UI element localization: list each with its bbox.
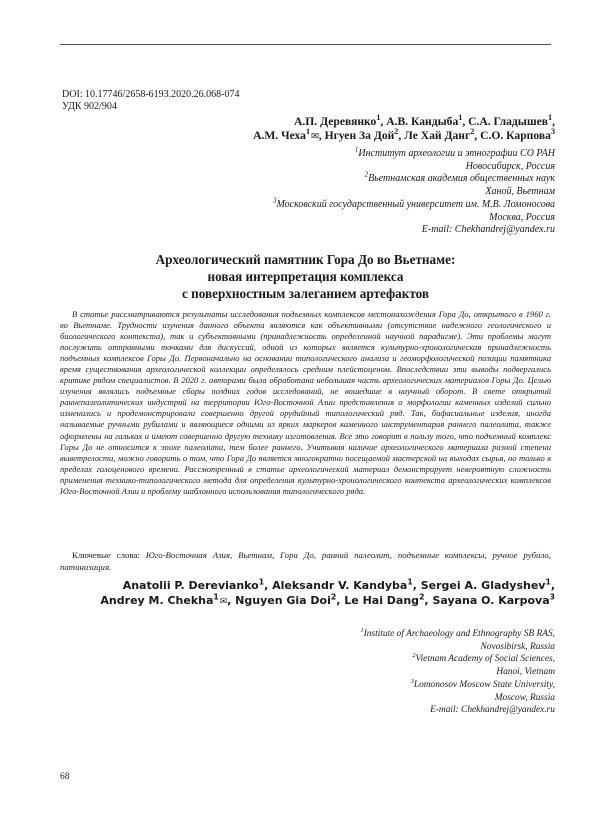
author-name: А.М. Чеха — [253, 129, 306, 142]
keywords-label: Ключевые слова: — [72, 550, 146, 560]
affiliation-text: Hanoi, Vietnam — [496, 667, 555, 678]
affiliations-en — [135, 628, 555, 717]
author-name: Anatolii P. Derevianko — [122, 579, 259, 592]
affiliation-line — [135, 704, 555, 717]
affiliation-text: E-mail: Chekhandrej@yandex.ru — [430, 705, 555, 716]
author-affiliation-mark: 1 — [548, 113, 553, 123]
author-separator: , — [552, 115, 555, 128]
affiliation-line — [135, 212, 555, 225]
author-name: Nguyen Gia Doi — [235, 594, 331, 607]
affiliation-line — [135, 161, 555, 174]
author-affiliation-mark: 2 — [419, 592, 425, 602]
author-affiliation-mark: 1 — [545, 577, 551, 587]
authors-en-line-2 — [95, 593, 555, 610]
title-line: Археологический памятник Гора До во Вьетнаме: — [155, 252, 456, 267]
author-name: А.В. Кандыба — [386, 115, 459, 128]
author-name: Sergei A. Gladyshev — [420, 579, 546, 592]
title-line: новая интерпретация комплекса — [207, 269, 404, 284]
affiliation-mark: 3 — [272, 196, 277, 205]
affiliation-mark: 1 — [360, 626, 364, 634]
affiliation-line — [135, 186, 555, 199]
authors-ru-line-2 — [115, 129, 555, 144]
udk: УДК 902/904 — [62, 101, 117, 112]
affiliation-line — [135, 653, 555, 666]
affiliation-line — [135, 224, 555, 237]
header-rule — [60, 44, 551, 45]
author-name: Sayana O. Karpova — [432, 594, 550, 607]
author-name: Aleksandr V. Kandyba — [272, 579, 408, 592]
title-line: с поверхностным залеганием артефактов — [181, 286, 430, 301]
affiliation-mark: 3 — [410, 677, 414, 685]
affiliations-ru — [135, 145, 555, 237]
affiliation-text: Московский государственный университет им. М.В. Ломоносова — [276, 198, 555, 210]
author-separator: , — [380, 115, 387, 128]
affiliation-line — [135, 692, 555, 705]
keywords — [60, 549, 551, 573]
author-affiliation-mark: 1 — [376, 113, 381, 123]
affiliation-line — [135, 666, 555, 679]
page-number: 68 — [60, 772, 70, 782]
envelope-icon: ✉ — [311, 132, 319, 142]
author-affiliation-mark: 2 — [330, 592, 337, 602]
affiliation-text: Вьетнамская академия общественных наук — [368, 173, 555, 185]
author-affiliation-mark: 3 — [550, 127, 555, 137]
authors-en-line-1 — [95, 578, 555, 593]
affiliation-text: E-mail: Chekhandrej@yandex.ru — [421, 224, 555, 236]
affiliation-text: Moscow, Russia — [494, 692, 555, 703]
author-affiliation-mark: 3 — [549, 592, 555, 602]
affiliation-text: Lomonosov Moscow State University, — [413, 679, 555, 690]
doi: DOI: 10.17746/2658-6193.2020.26.068-074 — [62, 89, 240, 100]
author-affiliation-mark: 1 — [407, 577, 413, 587]
affiliation-mark: 2 — [364, 171, 369, 180]
affiliation-text: Москва, Россия — [489, 211, 555, 223]
affiliation-text: Novosibirsk, Russia — [480, 641, 555, 652]
affiliation-text: Новосибирск, Россия — [465, 160, 555, 172]
author-affiliation-mark: 1 — [305, 127, 311, 137]
author-affiliation-mark: 1 — [458, 113, 463, 123]
affiliation-line — [135, 145, 555, 161]
author-separator: , — [462, 115, 469, 128]
affiliation-line — [135, 196, 555, 212]
affiliation-line — [135, 173, 555, 186]
authors-en — [95, 578, 555, 610]
envelope-icon: ✉ — [219, 597, 228, 607]
author-separator: , — [474, 129, 481, 142]
author-name: С.А. Гладышев — [468, 115, 549, 128]
affiliation-line — [135, 628, 555, 641]
authors-ru-line-1 — [115, 115, 555, 129]
author-name: С.О. Карпова — [480, 129, 551, 142]
author-separator: , — [412, 579, 421, 592]
author-name: Нгуен За Дой — [324, 129, 395, 142]
author-affiliation-mark: 1 — [213, 592, 219, 602]
author-affiliation-mark: 1 — [258, 577, 265, 587]
author-separator: , — [398, 129, 405, 142]
author-name: Andrey M. Chekha — [100, 594, 214, 607]
article-identifiers — [62, 89, 240, 113]
affiliation-mark: 2 — [412, 652, 416, 660]
keywords-text: Юго-Восточная Азия, Вьетнам, Гора До, ранний палеолит, подъемные комплексы, ручное рубило, патинизация. — [60, 550, 551, 572]
affiliation-line — [135, 679, 555, 692]
author-name: Ле Хай Данг — [404, 129, 471, 142]
affiliation-text: Ханой, Вьетнам — [485, 186, 555, 198]
author-separator: , — [550, 579, 555, 592]
author-affiliation-mark: 2 — [394, 127, 399, 137]
authors-ru — [115, 115, 555, 144]
affiliation-text: Vietnam Academy of Social Sciences, — [415, 654, 555, 665]
author-name: А.П. Деревянко — [294, 115, 377, 128]
affiliation-text: Institute of Archaeology and Ethnography SB RAS, — [363, 629, 555, 639]
author-separator: , — [227, 594, 236, 607]
author-separator: , — [318, 129, 325, 142]
affiliation-line — [135, 641, 555, 654]
author-separator: , — [424, 594, 433, 607]
affiliation-text: Институт археологии и этнографии СО РАН — [358, 148, 555, 159]
author-separator: , — [336, 594, 345, 607]
article-title — [60, 251, 551, 302]
affiliation-mark: 1 — [354, 145, 359, 154]
author-name: Le Hai Dang — [344, 594, 420, 607]
abstract: В статье рассматриваются результаты исследования подъемных комплексов местонахождения Гора До, открытого в 1960 г. во Вьетнаме. Трудности изучения данного объекта являются как объективными (отсутствие надежного геологического и биологического контекста), так и субъективными (принадлежность определенной научной парадигме). Эти проблемы могут послужить отправными точками для дискуссий, одной из которых является культурно-хронологическая принадлежность подъемных комплексов Горы До. Первоначально на основании типологического анализа и геоморфологической позиции памятника время существования археологической коллекции определялось средним плейстоценом. Впоследствии эти выводы подвергались критике рядом специалистов. В 2020 г. авторами была обработана небольшая часть археологических материалов Горы До. Целью изучения являлись подъемные сборы поздних годов исследований, не вошедшие в научный оборот. В свете открытий раннепалеолитических индустрий на территории Юго-Восточной Азии представления о морфологии каменных изделий сильно изменились и продемонстрировали совершенно другой орудийный типологический ряд. Так, бифасиальные изделия, иногда называемые ручными рубилами и являющиеся одними из ярких маркеров каменного инструментария раннего палеолита, также оформлены на гальках и имеют совершенно другую технику изготовления. Все это говорит в пользу того, что подъемный комплекс Горы До не относится к эпохе палеолита, тем более раннего. Учитывая наличие археологического материала разной степени выветрелости, можно говорить о том, что Гора До является многократно посещаемой мастерской на выходах сырья, но только в пределах голоценового времени. Рассмотренный в статье археологический материал демонстрирует невероятную сложность применения технико-типологического метода для определения культурно-хронологического контекста археологических комплексов Юго-Восточной Азии и проблему шаблонного использования типологического ряда. — [60, 309, 551, 496]
author-affiliation-mark: 2 — [470, 127, 475, 137]
author-separator: , — [264, 579, 273, 592]
